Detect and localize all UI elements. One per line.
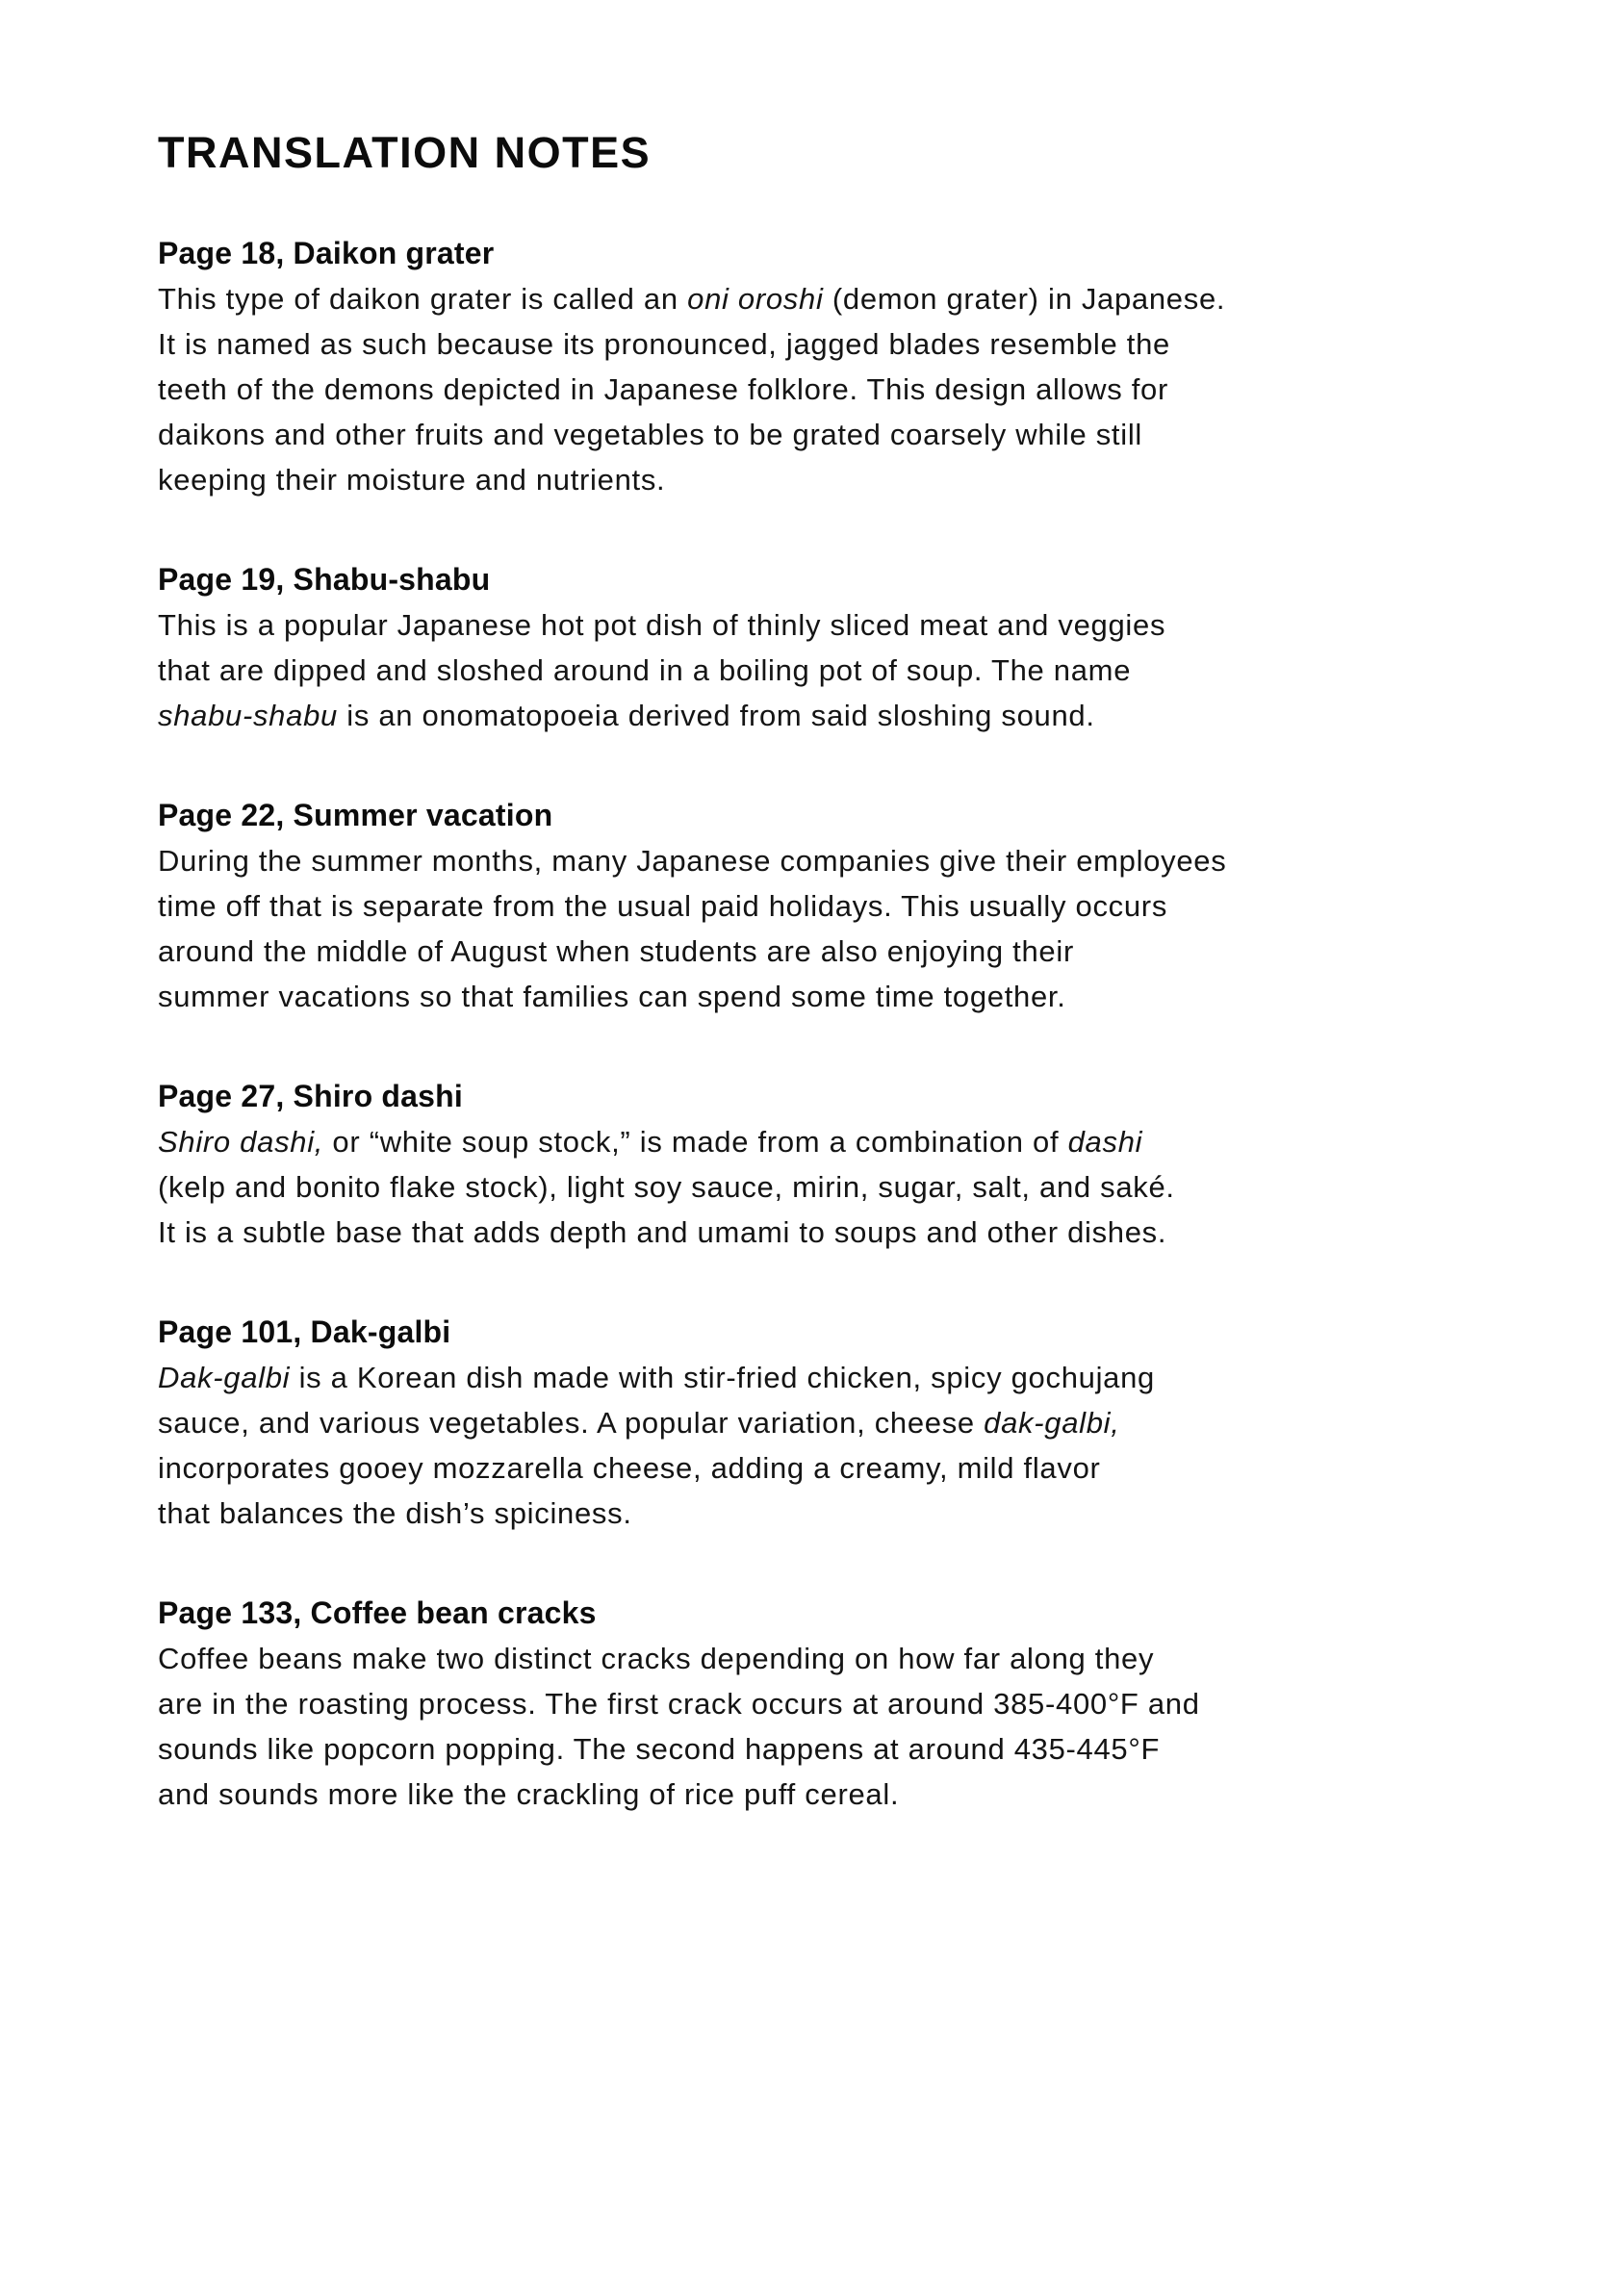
text-run: or “white soup stock,” is made from a combination of [323, 1125, 1068, 1159]
note-line [158, 276, 1612, 321]
note-section [158, 1591, 1612, 1817]
text-run: is an onomatopoeia derived from said sloshing sound. [337, 699, 1095, 732]
italic-term: oni oroshi [687, 282, 824, 316]
note-line [158, 412, 1612, 457]
text-run: It is a subtle base that adds depth and umami to soups and other dishes. [158, 1215, 1167, 1249]
text-run: is a Korean dish made with stir-fried chicken, spicy gochujang [290, 1361, 1155, 1394]
text-run: This is a popular Japanese hot pot dish of thinly sliced meat and veggies [158, 608, 1166, 642]
note-line [158, 457, 1612, 502]
note-section [158, 1310, 1612, 1536]
note-line [158, 1210, 1612, 1255]
note-line [158, 1355, 1612, 1400]
note-heading: Page 27, Shiro dashi [158, 1079, 463, 1113]
text-run: are in the roasting process. The first crack occurs at around 385-400°F and [158, 1687, 1200, 1721]
text-run: (demon grater) in Japanese. [823, 282, 1226, 316]
note-line [158, 1681, 1612, 1726]
text-run: time off that is separate from the usual paid holidays. This usually occurs [158, 889, 1168, 923]
note-heading: Page 22, Summer vacation [158, 798, 553, 832]
text-run: keeping their moisture and nutrients. [158, 463, 666, 497]
text-run: (kelp and bonito flake stock), light soy sauce, mirin, sugar, salt, and saké. [158, 1170, 1175, 1204]
note-line [158, 693, 1612, 738]
text-run: that are dipped and sloshed around in a boiling pot of soup. The name [158, 653, 1132, 687]
text-run: that balances the dish’s spiciness. [158, 1496, 632, 1530]
note-line [158, 1772, 1612, 1817]
note-line [158, 1445, 1612, 1491]
note-section [158, 1074, 1612, 1255]
italic-term: Shiro dashi, [158, 1125, 324, 1159]
note-heading: Page 101, Dak-galbi [158, 1314, 451, 1349]
page-title: TRANSLATION NOTES [158, 128, 652, 177]
italic-term: dak-galbi, [984, 1406, 1120, 1440]
text-run: It is named as such because its pronounced, jagged blades resemble the [158, 327, 1170, 361]
translation-notes-sections [0, 231, 1612, 1817]
note-line [158, 1636, 1612, 1681]
note-line [158, 1119, 1612, 1164]
text-run: This type of daikon grater is called an [158, 282, 688, 316]
note-line [158, 974, 1612, 1019]
note-line [158, 883, 1612, 929]
note-section [158, 231, 1612, 502]
text-run: and sounds more like the crackling of rice puff cereal. [158, 1777, 900, 1811]
text-run: During the summer months, many Japanese companies give their employees [158, 844, 1227, 878]
note-line [158, 321, 1612, 367]
note-line [158, 602, 1612, 648]
text-run: sauce, and various vegetables. A popular variation, cheese [158, 1406, 985, 1440]
text-run: incorporates gooey mozzarella cheese, adding a creamy, mild flavor [158, 1451, 1101, 1485]
text-run: sounds like popcorn popping. The second happens at around 435-445°F [158, 1732, 1161, 1766]
note-line [158, 1726, 1612, 1772]
italic-term: Dak-galbi [158, 1361, 291, 1394]
note-line [158, 367, 1612, 412]
italic-term: dashi [1067, 1125, 1143, 1159]
note-section [158, 557, 1612, 738]
note-line [158, 1400, 1612, 1445]
note-heading: Page 133, Coffee bean cracks [158, 1595, 597, 1630]
italic-term: shabu-shabu [158, 699, 338, 732]
text-run: around the middle of August when students are also enjoying their [158, 934, 1074, 968]
text-run: summer vacations so that families can spend some time together. [158, 980, 1066, 1013]
note-heading: Page 18, Daikon grater [158, 236, 495, 270]
note-section [158, 793, 1612, 1019]
note-line [158, 838, 1612, 883]
note-heading: Page 19, Shabu-shabu [158, 562, 491, 597]
note-line [158, 929, 1612, 974]
text-run: Coffee beans make two distinct cracks depending on how far along they [158, 1642, 1155, 1675]
note-line [158, 1164, 1612, 1210]
note-line [158, 1491, 1612, 1536]
note-line [158, 648, 1612, 693]
text-run: teeth of the demons depicted in Japanese folklore. This design allows for [158, 372, 1169, 406]
text-run: daikons and other fruits and vegetables to be grated coarsely while still [158, 418, 1142, 451]
